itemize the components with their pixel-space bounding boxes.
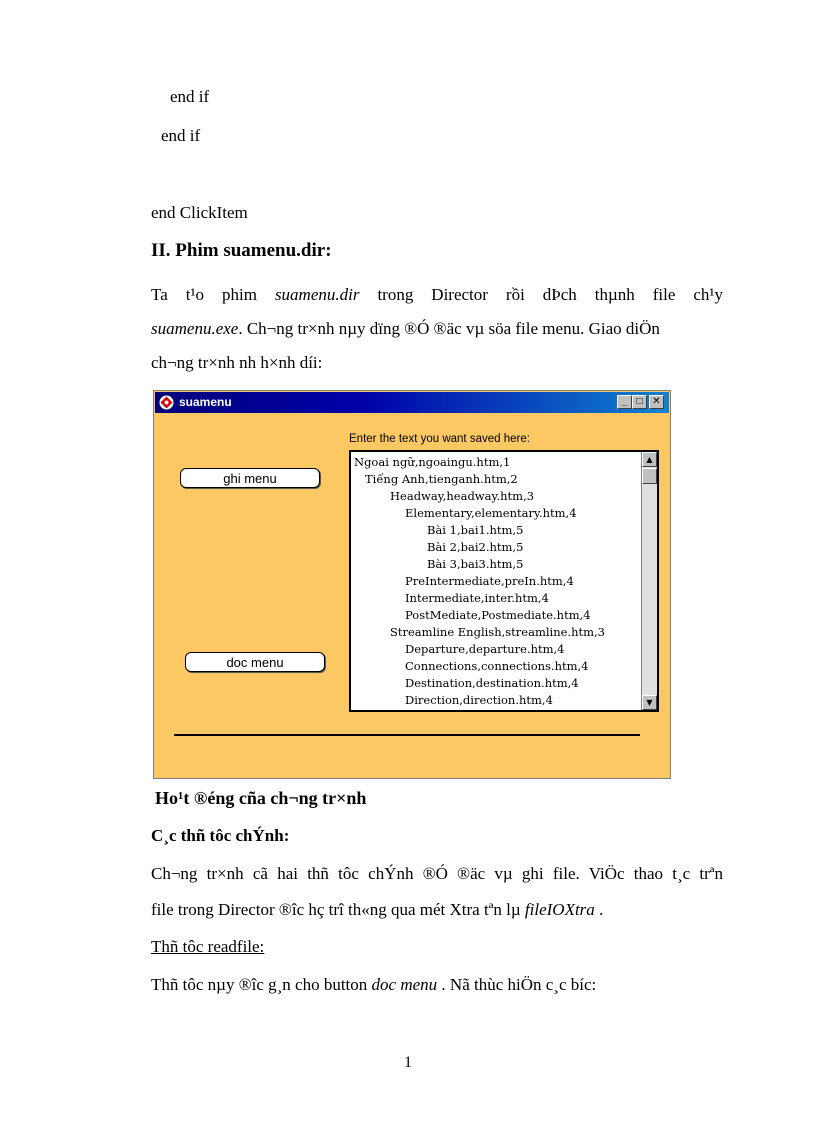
- para2-line-2: [151, 900, 603, 920]
- intro-word: dÞch: [542, 285, 577, 304]
- list-item: Direction,direction.htm,4: [405, 693, 553, 707]
- xtra-name: fileIOXtra: [524, 900, 595, 919]
- code-line-end-if-1: end if: [170, 87, 210, 106]
- para3-end: . Nã thùc hiÖn c¸c bíc:: [441, 975, 597, 994]
- intro-line-2: [151, 319, 660, 339]
- section-heading: II. Phim suamenu.dir:: [151, 240, 332, 261]
- intro-word: thµnh: [594, 285, 635, 304]
- list-item: Elementary,elementary.htm,4: [405, 506, 577, 520]
- close-button[interactable]: ✕: [649, 395, 664, 409]
- intro-word-italic: suamenu.dir: [274, 285, 360, 304]
- window-title: suamenu: [179, 395, 232, 409]
- intro-word: rồi: [505, 285, 525, 304]
- list-item: Intermediate,inter.htm,4: [405, 591, 549, 605]
- intro-word: t¹o: [185, 285, 205, 304]
- intro-word: file: [652, 285, 676, 304]
- figure-caption: Ho¹t ®éng cña ch¬ng tr×nh: [155, 788, 367, 808]
- intro-word: Director: [431, 285, 488, 304]
- scroll-down-arrow-icon[interactable]: ▼: [642, 695, 657, 710]
- menu-text-field[interactable]: [349, 450, 659, 712]
- list-item: Departure,departure.htm,4: [405, 642, 565, 656]
- scroll-up-arrow-icon[interactable]: ▲: [642, 452, 657, 467]
- list-item: Streamline English,streamline.htm,3: [390, 625, 605, 639]
- procedures-heading: C¸c thñ tôc chÝnh:: [151, 826, 290, 845]
- button-name-ref: doc menu: [371, 975, 438, 994]
- page-number: 1: [404, 1054, 412, 1071]
- readfile-heading: Thñ tôc readfile:: [151, 937, 265, 956]
- maximize-button[interactable]: □: [632, 395, 647, 409]
- list-item: Tiếng Anh,tienganh.htm,2: [365, 472, 518, 486]
- intro-line-2-text: . Ch¬ng tr×nh nµy dïng ®Ó ®äc vµ söa file menu. Giao diÖn: [238, 319, 660, 338]
- intro-word: trong: [377, 285, 414, 304]
- list-item: Bài 1,bai1.htm,5: [427, 523, 524, 537]
- window-titlebar[interactable]: [155, 392, 669, 413]
- code-line-end-clickitem: end ClickItem: [151, 203, 248, 222]
- intro-line-3: ch¬ng tr×nh nh h×nh díi:: [151, 353, 323, 372]
- list-item: Destination,destination.htm,4: [405, 676, 579, 690]
- list-item: Ngoai ngữ,ngoaingu.htm,1: [354, 455, 511, 469]
- para3-text: Thñ tôc nµy ®îc g¸n cho button: [151, 975, 368, 994]
- para3-line: [151, 975, 596, 995]
- intro-word: phim: [222, 285, 257, 304]
- list-item: PreIntermediate,preIn.htm,4: [405, 574, 574, 588]
- ghi-menu-button[interactable]: ghi menu: [180, 468, 320, 488]
- list-item: Bài 2,bai2.htm,5: [427, 540, 524, 554]
- director-app-icon: [159, 395, 174, 410]
- minimize-button[interactable]: _: [617, 395, 632, 409]
- para2-line-2-text: file trong Director ®îc hç trî th«ng qua mét Xtra tªn lµ: [151, 900, 521, 919]
- text-field-label: Enter the text you want saved here:: [349, 433, 530, 445]
- intro-word: Ta: [151, 285, 168, 304]
- horizontal-divider: [174, 734, 640, 736]
- intro-word: ch¹y: [693, 285, 724, 304]
- para2-line-1: Ch¬ng tr×nh cã hai thñ tôc chÝnh ®Ó ®äc vµ ghi file. ViÖc thao t¸c trªn: [151, 864, 723, 883]
- doc-menu-button[interactable]: doc menu: [185, 652, 325, 672]
- code-line-end-if-2: end if: [161, 126, 201, 145]
- list-item: Bài 3,bai3.htm,5: [427, 557, 524, 571]
- suamenu-window: [153, 390, 671, 779]
- vertical-scrollbar[interactable]: [641, 452, 657, 710]
- list-item: PostMediate,Postmediate.htm,4: [405, 608, 591, 622]
- para2-line-2-end: .: [599, 900, 604, 919]
- list-item: Connections,connections.htm,4: [405, 659, 589, 673]
- intro-line-1: [151, 285, 723, 305]
- list-item: Headway,headway.htm,3: [390, 489, 535, 503]
- intro-exe-name: suamenu.exe: [151, 319, 239, 338]
- scroll-thumb[interactable]: [642, 468, 657, 484]
